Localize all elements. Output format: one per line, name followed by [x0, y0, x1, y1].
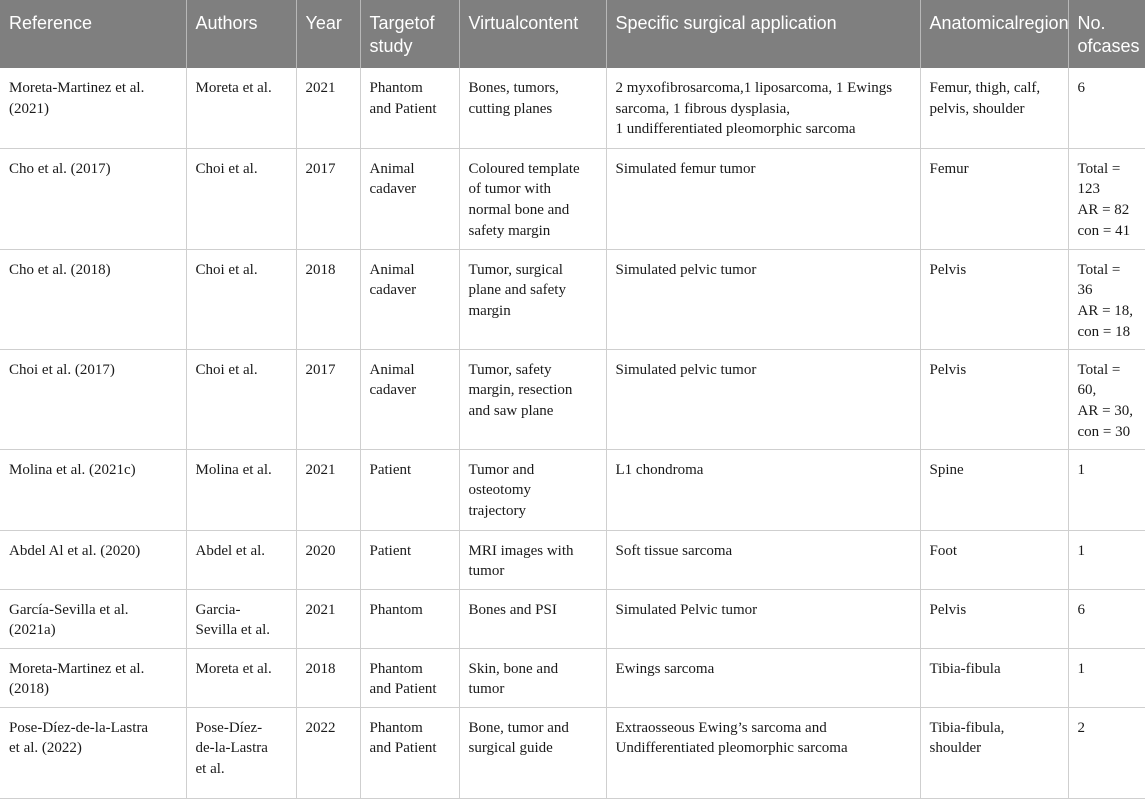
table-row — [0, 707, 1145, 798]
cell-text-line: Tumor and — [468, 461, 535, 478]
cell-text-line: 1 undifferentiated pleomorphic sarcoma — [615, 121, 856, 138]
cell-text-line: García-Sevilla et al. — [9, 601, 129, 618]
cell-text-line: 6 — [1077, 80, 1085, 96]
cell-text-line: 1 — [1077, 542, 1085, 559]
cell-surgical-application — [606, 68, 920, 148]
cell-text-line: sarcoma, 1 fibrous dysplasia, — [615, 100, 791, 117]
cell-text-line: 6 — [1077, 601, 1085, 618]
cell-text-line: Bones and PSI — [468, 601, 557, 618]
cell-target-of-study — [360, 449, 459, 530]
cell-no-of-cases — [1068, 349, 1145, 449]
cell-virtual-content — [459, 349, 606, 449]
cell-virtual-content — [459, 249, 606, 349]
cell-text-line: Pelvis — [929, 361, 967, 378]
cell-text-line: 36 — [1077, 282, 1093, 299]
cell-anatomical-region — [920, 530, 1068, 589]
cell-text-line: 2018 — [305, 660, 336, 677]
cell-text-line: margin — [468, 302, 511, 319]
cell-authors — [186, 530, 296, 589]
table-row — [0, 349, 1145, 449]
cell-text-line: Cho et al. (2017) — [9, 160, 111, 177]
header-virtual-content — [459, 0, 606, 68]
header-label-line: Virtual — [468, 13, 520, 33]
cell-text-line: 2021 — [305, 601, 336, 618]
cell-text-line: Total = — [1077, 160, 1121, 177]
cell-text-line: tumor — [468, 681, 505, 698]
cell-text-line: of tumor with — [468, 181, 551, 198]
header-label-line: Authors — [195, 13, 258, 33]
cell-text-line: normal bone and — [468, 201, 570, 218]
cell-text-line: Choi et al. (2017) — [9, 361, 115, 378]
cell-text-line: plane and safety — [468, 282, 566, 299]
cell-anatomical-region — [920, 449, 1068, 530]
cell-text-line: Moreta-Martinez et al. — [9, 80, 145, 96]
cell-no-of-cases — [1068, 249, 1145, 349]
table-row — [0, 68, 1145, 148]
cell-virtual-content — [459, 530, 606, 589]
cell-text-line: Sevilla et al. — [195, 622, 271, 639]
cell-text-line: 2021 — [305, 461, 336, 478]
cell-text-line: pelvis, shoulder — [929, 100, 1025, 117]
header-label-line: Reference — [9, 13, 93, 33]
cell-text-line: Bone, tumor and — [468, 719, 569, 736]
cell-target-of-study — [360, 349, 459, 449]
cell-text-line: Femur — [929, 160, 969, 177]
cell-year — [296, 349, 360, 449]
cell-text-line: Garcia- — [195, 601, 241, 618]
cell-reference — [0, 530, 186, 589]
cell-year — [296, 589, 360, 648]
cell-virtual-content — [459, 68, 606, 148]
cell-target-of-study — [360, 68, 459, 148]
cell-text-line: Abdel Al et al. (2020) — [9, 542, 141, 559]
header-label-line: Year — [305, 13, 342, 33]
table-row — [0, 589, 1145, 648]
cell-text-line: Simulated pelvic tumor — [615, 261, 757, 278]
cell-text-line: tumor — [468, 563, 505, 580]
cell-surgical-application — [606, 648, 920, 707]
cell-anatomical-region — [920, 68, 1068, 148]
cell-target-of-study — [360, 249, 459, 349]
cell-authors — [186, 648, 296, 707]
cell-text-line: 2017 — [305, 361, 336, 378]
cell-text-line: Phantom — [369, 601, 423, 618]
cell-text-line: 2 myxofibrosarcoma,1 liposarcoma, 1 Ewings — [615, 80, 893, 96]
cell-text-line: Tibia-fibula — [929, 660, 1001, 677]
cell-target-of-study — [360, 707, 459, 798]
cell-virtual-content — [459, 449, 606, 530]
header-label-line: Anatomical — [929, 13, 1019, 33]
cell-reference — [0, 148, 186, 249]
cell-text-line: 60, — [1077, 382, 1097, 399]
cell-reference — [0, 648, 186, 707]
cell-reference — [0, 249, 186, 349]
cell-reference — [0, 349, 186, 449]
cell-text-line: osteotomy — [468, 482, 531, 499]
cell-text-line: Femur, thigh, calf, — [929, 80, 1041, 96]
cell-year — [296, 648, 360, 707]
cell-text-line: cadaver — [369, 382, 417, 399]
cell-text-line: cadaver — [369, 181, 417, 198]
cell-text-line: Animal — [369, 361, 415, 378]
header-label-line: Target — [369, 13, 420, 33]
cell-text-line: and Patient — [369, 681, 437, 698]
header-specific-surgical-application — [606, 0, 920, 68]
table-row — [0, 449, 1145, 530]
cell-text-line: Tumor, safety — [468, 361, 552, 378]
header-label-line: No. of — [1077, 13, 1106, 56]
cell-virtual-content — [459, 589, 606, 648]
cell-no-of-cases — [1068, 148, 1145, 249]
cell-reference — [0, 68, 186, 148]
cell-authors — [186, 249, 296, 349]
cell-reference — [0, 707, 186, 798]
cell-text-line: Choi et al. — [195, 361, 258, 378]
cell-anatomical-region — [920, 589, 1068, 648]
header-reference — [0, 0, 186, 68]
cell-authors — [186, 707, 296, 798]
cell-virtual-content — [459, 707, 606, 798]
cell-text-line: AR = 18, — [1077, 302, 1134, 319]
cell-text-line: Choi et al. — [195, 160, 258, 177]
cell-text-line: Moreta et al. — [195, 660, 272, 677]
cell-text-line: Pelvis — [929, 601, 967, 618]
table-row — [0, 249, 1145, 349]
cell-text-line: Moreta-Martinez et al. — [9, 660, 145, 677]
header-year — [296, 0, 360, 68]
cell-text-line: Tibia-fibula, — [929, 719, 1005, 736]
cell-surgical-application — [606, 530, 920, 589]
cell-virtual-content — [459, 648, 606, 707]
table-row — [0, 148, 1145, 249]
cell-text-line: Ewings sarcoma — [615, 660, 715, 677]
cell-text-line: 2 — [1077, 719, 1085, 736]
cell-text-line: Soft tissue sarcoma — [615, 542, 733, 559]
cell-text-line: Coloured template — [468, 160, 580, 177]
cell-text-line: Pelvis — [929, 261, 967, 278]
header-label-line: cases — [1092, 36, 1140, 56]
cell-text-line: Total = — [1077, 261, 1121, 278]
cell-year — [296, 530, 360, 589]
header-label-line: content — [519, 13, 579, 33]
cell-year — [296, 249, 360, 349]
cell-text-line: Phantom — [369, 80, 423, 96]
table-body — [0, 68, 1145, 798]
cell-no-of-cases — [1068, 68, 1145, 148]
cell-anatomical-region — [920, 648, 1068, 707]
cell-surgical-application — [606, 148, 920, 249]
cell-text-line: et al. — [195, 760, 225, 777]
cell-authors — [186, 68, 296, 148]
cell-text-line: 1 — [1077, 461, 1085, 478]
cell-text-line: Phantom — [369, 660, 423, 677]
cell-text-line: Animal — [369, 160, 415, 177]
cell-text-line: 2020 — [305, 542, 336, 559]
cell-text-line: Bones, tumors, — [468, 80, 559, 96]
cell-anatomical-region — [920, 249, 1068, 349]
cell-text-line: Skin, bone and — [468, 660, 559, 677]
cell-anatomical-region — [920, 148, 1068, 249]
cell-text-line: 2021 — [305, 80, 336, 96]
cell-text-line: safety margin — [468, 222, 551, 239]
cell-text-line: Animal — [369, 261, 415, 278]
header-label-line: of study — [369, 13, 435, 56]
cell-text-line: Extraosseous Ewing’s sarcoma and — [615, 719, 827, 736]
cell-text-line: Pose-Díez- — [195, 719, 263, 736]
cell-surgical-application — [606, 449, 920, 530]
cell-text-line: Spine — [929, 461, 964, 478]
cell-text-line: cutting planes — [468, 100, 553, 117]
table-row — [0, 530, 1145, 589]
header-label-line: Specific surgical application — [615, 13, 837, 33]
cell-anatomical-region — [920, 707, 1068, 798]
cell-text-line: L1 chondroma — [615, 461, 704, 478]
cell-text-line: MRI images with — [468, 542, 574, 559]
cell-reference — [0, 449, 186, 530]
table-header-row — [0, 0, 1145, 68]
cell-text-line: and saw plane — [468, 402, 554, 419]
cell-text-line: AR = 82 — [1077, 201, 1130, 218]
cell-text-line: 123 — [1077, 181, 1100, 198]
cell-authors — [186, 148, 296, 249]
cell-no-of-cases — [1068, 648, 1145, 707]
cell-text-line: 2017 — [305, 160, 336, 177]
cell-no-of-cases — [1068, 707, 1145, 798]
cell-text-line: margin, resection — [468, 382, 573, 399]
cell-surgical-application — [606, 349, 920, 449]
header-anatomical-region — [920, 0, 1068, 68]
cell-text-line: Simulated Pelvic tumor — [615, 601, 758, 618]
cell-target-of-study — [360, 530, 459, 589]
cell-text-line: con = 30 — [1077, 423, 1131, 440]
cell-authors — [186, 449, 296, 530]
cell-text-line: surgical guide — [468, 740, 553, 757]
cell-no-of-cases — [1068, 530, 1145, 589]
cell-text-line: et al. (2022) — [9, 740, 82, 757]
cell-year — [296, 449, 360, 530]
cell-year — [296, 68, 360, 148]
cell-text-line: 2018 — [305, 261, 336, 278]
cell-text-line: Abdel et al. — [195, 542, 266, 559]
cell-text-line: Molina et al. — [195, 461, 272, 478]
cell-text-line: and Patient — [369, 100, 437, 117]
cell-no-of-cases — [1068, 449, 1145, 530]
cell-target-of-study — [360, 589, 459, 648]
cell-no-of-cases — [1068, 589, 1145, 648]
cell-text-line: Simulated pelvic tumor — [615, 361, 757, 378]
cell-text-line: Pose-Díez-de-la-Lastra — [9, 719, 149, 736]
cell-text-line: de-la-Lastra — [195, 740, 268, 757]
cell-text-line: Molina et al. (2021c) — [9, 461, 136, 478]
cell-text-line: Patient — [369, 542, 412, 559]
cell-target-of-study — [360, 648, 459, 707]
cell-text-line: and Patient — [369, 740, 437, 757]
cell-text-line: (2021) — [9, 100, 49, 117]
cell-year — [296, 148, 360, 249]
table-row — [0, 648, 1145, 707]
cell-text-line: 1 — [1077, 660, 1085, 677]
header-target-of-study — [360, 0, 459, 68]
cell-text-line: Total = — [1077, 361, 1121, 378]
cell-text-line: Tumor, surgical — [468, 261, 563, 278]
cell-text-line: Undifferentiated pleomorphic sarcoma — [615, 740, 848, 757]
cell-text-line: AR = 30, — [1077, 402, 1134, 419]
cell-text-line: cadaver — [369, 282, 417, 299]
cell-text-line: con = 18 — [1077, 323, 1131, 340]
cell-authors — [186, 349, 296, 449]
cell-text-line: Phantom — [369, 719, 423, 736]
cell-surgical-application — [606, 589, 920, 648]
cell-virtual-content — [459, 148, 606, 249]
cell-anatomical-region — [920, 349, 1068, 449]
header-authors — [186, 0, 296, 68]
header-label-line: region — [1018, 13, 1069, 33]
cell-text-line: con = 41 — [1077, 222, 1131, 239]
cell-authors — [186, 589, 296, 648]
cell-target-of-study — [360, 148, 459, 249]
cell-text-line: Foot — [929, 542, 958, 559]
cell-text-line: (2021a) — [9, 622, 56, 639]
cell-text-line: 2022 — [305, 719, 336, 736]
cell-text-line: Choi et al. — [195, 261, 258, 278]
cell-text-line: Moreta et al. — [195, 80, 272, 96]
cell-text-line: trajectory — [468, 502, 526, 519]
cell-surgical-application — [606, 249, 920, 349]
cell-year — [296, 707, 360, 798]
cell-surgical-application — [606, 707, 920, 798]
cell-reference — [0, 589, 186, 648]
header-no-of-cases — [1068, 0, 1145, 68]
cell-text-line: shoulder — [929, 740, 982, 757]
cell-text-line: Simulated femur tumor — [615, 160, 756, 177]
cell-text-line: Patient — [369, 461, 412, 478]
cell-text-line: (2018) — [9, 681, 49, 698]
cell-text-line: Cho et al. (2018) — [9, 261, 111, 278]
